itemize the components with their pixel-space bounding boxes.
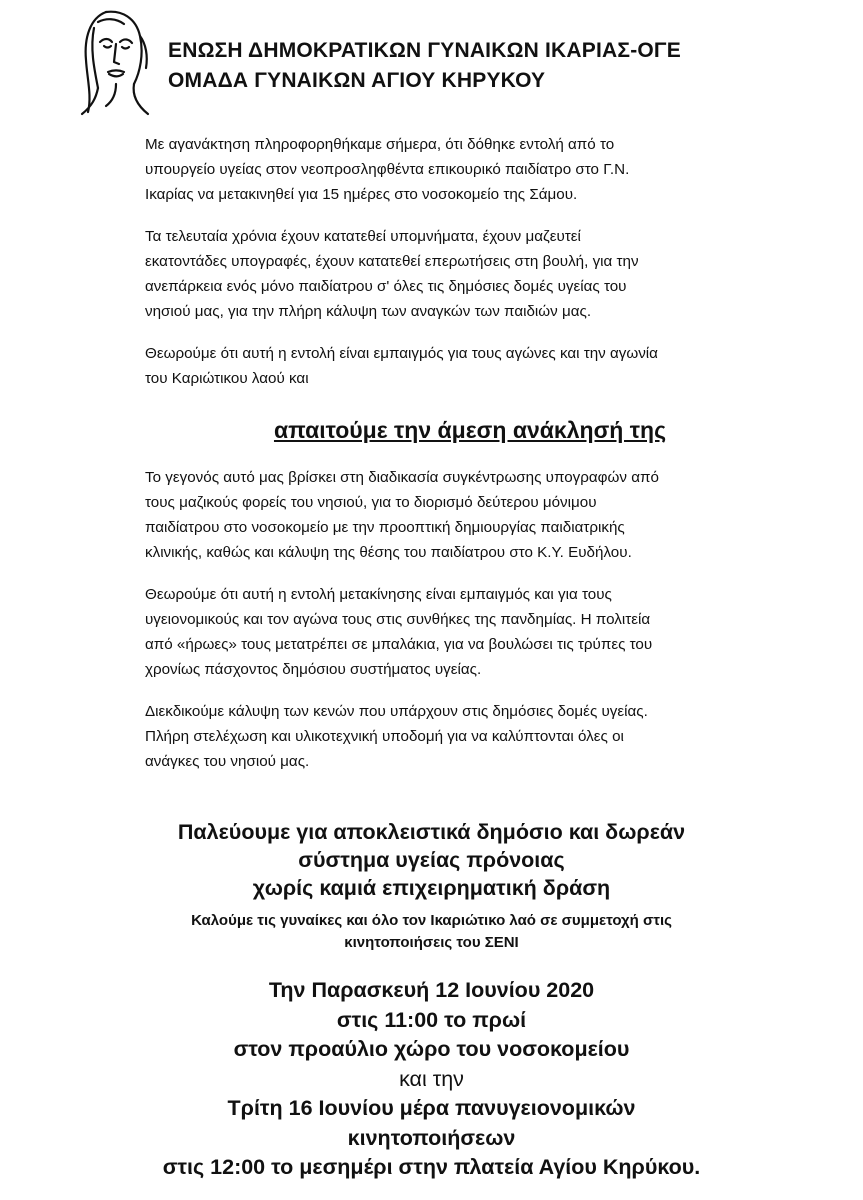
letterhead [76,8,836,118]
text-line: Το γεγονός αυτό μας βρίσκει στη διαδικασία συγκέντρωσης υπογραφών από [145,469,659,486]
event-time-1: στις 11:00 το πρωί [336,1007,527,1032]
paragraph-6 [145,699,795,774]
paragraph-2 [145,224,795,324]
text-line: εκατοντάδες υπογραφές, έχουν κατατεθεί επερωτήσεις στη βουλή, για την [145,253,639,270]
call-to-action [90,910,773,954]
text-line: Διεκδικούμε κάλυψη των κενών που υπάρχουν στις δημόσιες δομές υγείας. [145,703,648,720]
text-line: Τα τελευταία χρόνια έχουν κατατεθεί υπομνήματα, έχουν μαζευτεί [145,228,581,245]
event-details [40,976,823,1183]
slogan-line-1: Παλεύουμε για αποκλειστικά δημόσιο και δωρεάν [177,820,686,844]
event-date-1: Την Παρασκευή 12 Ιουνίου 2020 [268,978,595,1002]
text-line: Πλήρη στελέχωση και υλικοτεχνική υποδομή για να καλύπτονται όλες οι [145,728,624,745]
text-line: ανάγκες του νησιού μας. [145,753,310,770]
paragraph-5 [145,582,795,682]
event-date-2: Τρίτη 16 Ιουνίου μέρα πανυγειονομικών [227,1096,636,1120]
slogan-line-3: χωρίς καμιά επιχειρηματική δράση [252,876,611,900]
slogan-line-2: σύστημα υγείας πρόνοιας [298,848,565,872]
text-line: κλινικής, καθώς και κάλυψη της θέσης του παιδίατρου στο Κ.Υ. Ευδήλου. [145,544,632,561]
text-line: ανεπάρκεια ενός μόνο παιδίατρου σ' όλες τις δημόσιες δομές υγείας του [145,278,627,295]
text-line: Θεωρούμε ότι αυτή η εντολή μετακίνησης είναι εμπαιγμός και για τους [145,586,612,603]
call-line-1: Καλούμε τις γυναίκες και όλο τον Ικαριώτικο λαό σε συμμετοχή στις [191,912,672,929]
statement-body [145,132,795,791]
paragraph-3 [145,341,795,391]
text-line: παιδίατρου στο νοσοκομείο με την προοπτική δημιουργίας παιδιατρικής [145,519,625,536]
text-line: Θεωρούμε ότι αυτή η εντολή είναι εμπαιγμός για τους αγώνες και την αγωνία [145,345,658,362]
event-place-1: στον προαύλιο χώρο του νοσοκομείου [233,1037,630,1061]
event-connector: και την [399,1066,464,1091]
event-date-2-cont: κινητοποιήσεων [347,1125,516,1150]
org-line-1: ΕΝΩΣΗ ΔΗΜΟΚΡΑΤΙΚΩΝ ΓΥΝΑΙΚΩΝ ΙΚΑΡΙΑΣ-ΟΓΕ [168,39,681,62]
text-line: υγειονομικούς και τον αγώνα τους στις συνθήκες της πανδημίας. Η πολιτεία [145,611,651,628]
slogan-block [60,818,803,902]
call-line-2: κινητοποιήσεις του ΣΕΝΙ [344,934,519,951]
organization-name [168,36,681,96]
text-line: Με αγανάκτηση πληροφορηθήκαμε σήμερα, ότι δόθηκε εντολή από το [145,136,615,153]
event-time-place-2: στις 12:00 το μεσημέρι στην πλατεία Αγίου Κηρύκου. [162,1155,701,1179]
woman-face-logo-icon [76,8,154,118]
text-line: από «ήρωες» τους μετατρέπει σε μπαλάκια, για να βουλώσει τις τρύπες του [145,636,653,653]
paragraph-4 [145,465,795,565]
text-line: του Καριώτικου λαού και [145,370,309,387]
paragraph-1 [145,132,795,207]
text-line: χρονίως πάσχοντος δημόσιου συστήματος υγείας. [145,661,482,678]
text-line: υπουργείο υγείας στον νεοπροσληφθέντα επικουρικό παιδίατρο στο Γ.Ν. [145,161,630,178]
org-line-2: ΟΜΑΔΑ ΓΥΝΑΙΚΩΝ ΑΓΙΟΥ ΚΗΡΥΚΟΥ [168,69,546,92]
text-line: νησιού μας, για την πλήρη κάλυψη των αναγκών των παιδιών μας. [145,303,592,320]
text-line: τους μαζικούς φορείς του νησιού, για το διορισμό δεύτερου μόνιμου [145,494,597,511]
text-line: Ικαρίας να μετακινηθεί για 15 ημέρες στο νοσοκομείο της Σάμου. [145,186,578,203]
demand-heading: απαιτούμε την άμεση ανάκλησή της [273,417,667,443]
